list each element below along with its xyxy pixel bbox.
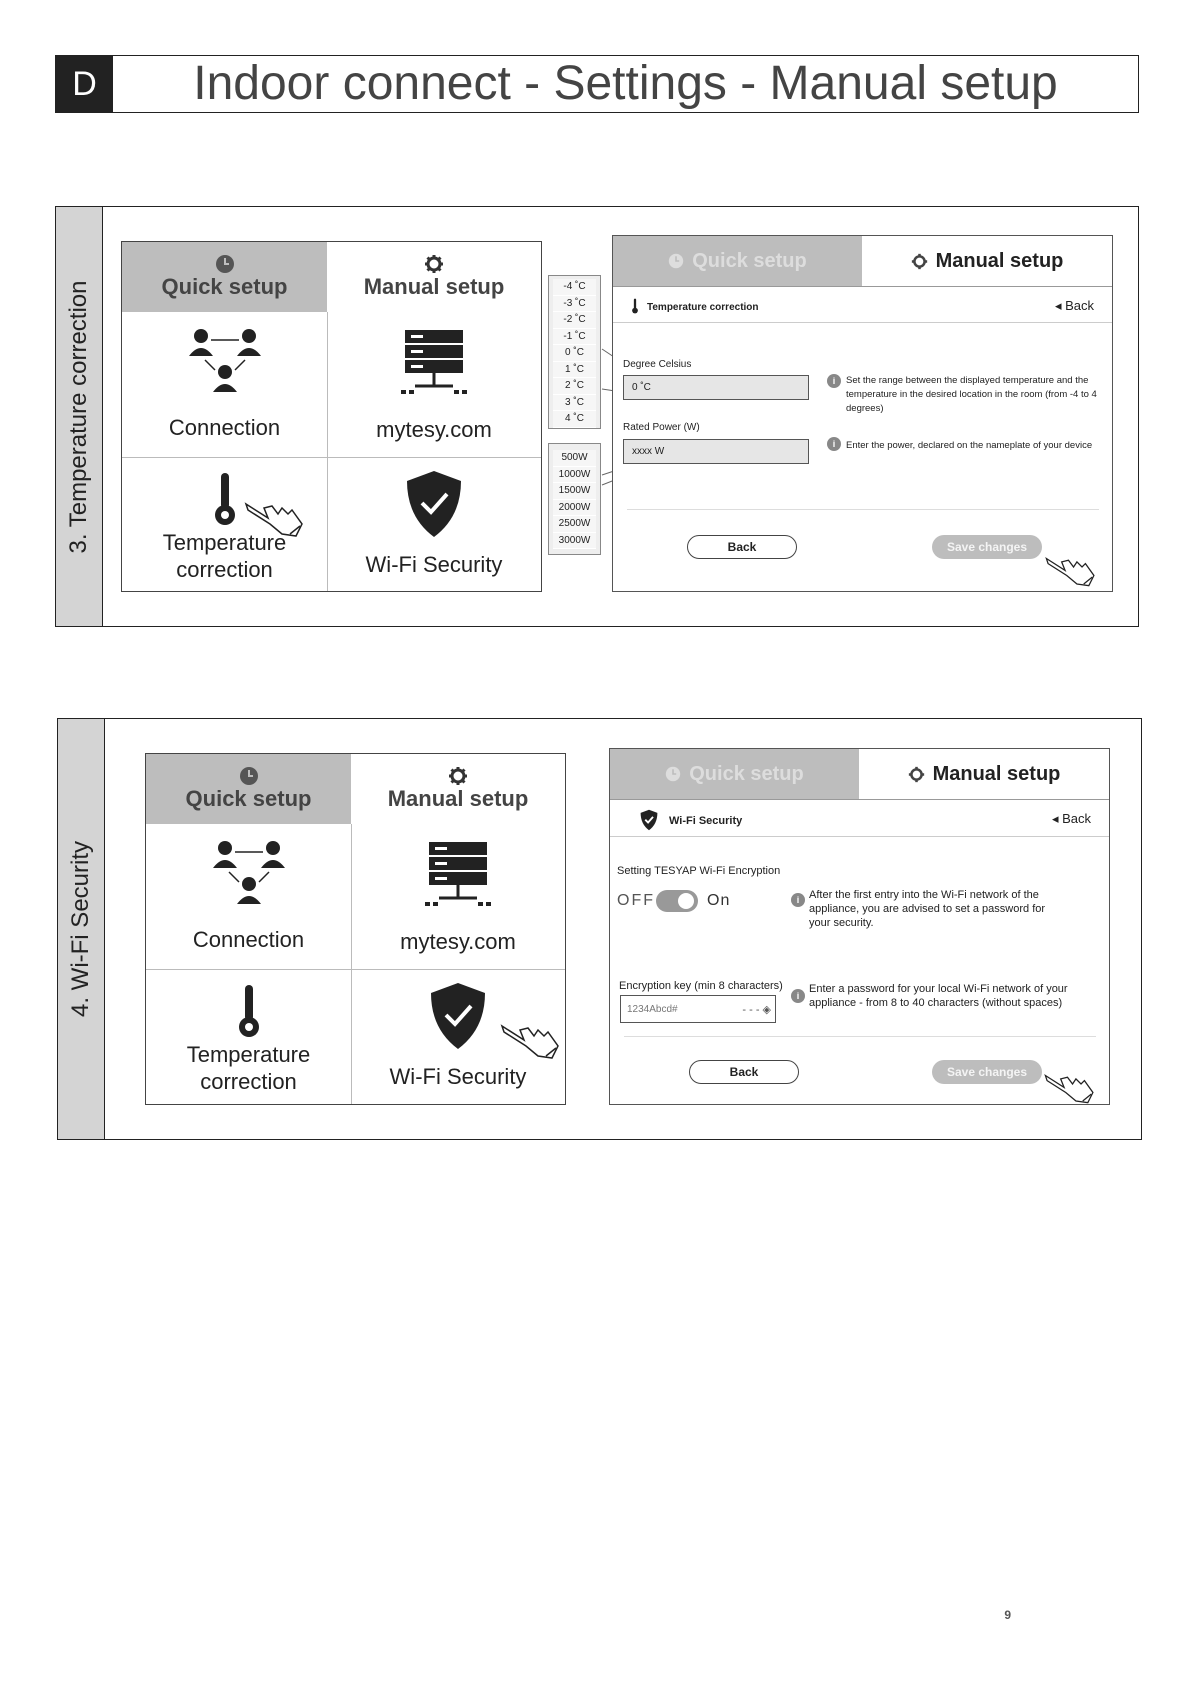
- menu-item-mytesy[interactable]: [327, 312, 541, 457]
- temp-option[interactable]: -2 ˚C: [553, 312, 596, 329]
- temp-option[interactable]: -1 ˚C: [553, 329, 596, 346]
- key-info-text: Enter a password for your local Wi-Fi network of your appliance - from 8 to 40 characters (without spaces): [809, 983, 1068, 1009]
- info-icon: i: [791, 893, 805, 907]
- clock-icon: [665, 766, 681, 782]
- menu-item-mytesy[interactable]: [351, 824, 565, 969]
- clock-icon: [239, 766, 259, 786]
- hand-pointer-icon: [1042, 1063, 1098, 1105]
- power-option[interactable]: 2000W: [553, 500, 596, 517]
- save-changes-button[interactable]: Save changes: [932, 1060, 1042, 1084]
- panel-section-title: Temperature correction: [647, 302, 759, 313]
- tab-manual-setup-label: Manual setup: [363, 274, 505, 299]
- back-link[interactable]: ◂ Back: [1052, 811, 1092, 826]
- divider: [610, 836, 1109, 837]
- wifi-settings-panel: [609, 748, 1110, 1105]
- settings-menu: [121, 241, 542, 592]
- encryption-key-input[interactable]: [620, 995, 776, 1023]
- power-input[interactable]: xxxx W: [623, 439, 809, 464]
- panel-tab-manual-setup[interactable]: [862, 236, 1112, 286]
- encryption-info-text: After the first entry into the Wi-Fi network of the appliance, you are advised to set a password for your security.: [809, 889, 1046, 929]
- temp-option[interactable]: 1 ˚C: [553, 362, 596, 379]
- temp-option[interactable]: 4 ˚C: [553, 411, 596, 428]
- temperature-settings-panel: [612, 235, 1113, 592]
- panel-tab-manual-setup[interactable]: [859, 749, 1109, 799]
- hand-pointer-icon: [498, 1012, 564, 1060]
- thermometer-icon: [214, 471, 236, 527]
- menu-item-temperature-correction[interactable]: [146, 969, 351, 1104]
- temperature-options-list: [548, 275, 601, 429]
- back-link-label: Back: [1062, 811, 1092, 826]
- menu-item-temperature-line2: correction: [200, 1069, 297, 1094]
- gear-icon: [424, 254, 444, 274]
- divider: [613, 322, 1112, 323]
- section-letter: D: [56, 56, 113, 112]
- encryption-key-value: 1234Abcd#: [627, 1003, 678, 1015]
- back-button[interactable]: Back: [689, 1060, 799, 1084]
- temp-option[interactable]: 2 ˚C: [553, 378, 596, 395]
- menu-item-temperature-line1: Temperature: [162, 530, 287, 555]
- power-options-list: [548, 443, 601, 555]
- server-icon: [399, 328, 469, 394]
- panel-tab-quick-setup[interactable]: [613, 236, 862, 286]
- section-side-text: 3. Temperature correction: [65, 279, 92, 554]
- menu-item-wifi-label: Wi-Fi Security: [365, 552, 503, 577]
- gear-icon: [448, 766, 468, 786]
- shield-check-icon: [405, 469, 463, 539]
- page-title: Indoor connect - Settings - Manual setup: [193, 57, 1058, 110]
- panel-tab-manual-label: Manual setup: [935, 249, 1064, 272]
- temp-option[interactable]: -3 ˚C: [553, 296, 596, 313]
- panel-tab-quick-label: Quick setup: [689, 762, 804, 785]
- panel-tab-manual-label: Manual setup: [932, 762, 1061, 785]
- divider: [610, 799, 1109, 800]
- menu-item-mytesy-label: mytesy.com: [376, 417, 492, 442]
- power-option[interactable]: 500W: [553, 450, 596, 467]
- shield-check-icon: [429, 981, 487, 1051]
- divider: [627, 509, 1099, 510]
- encryption-label: Setting TESYAP Wi-Fi Encryption: [617, 865, 781, 877]
- settings-menu: [145, 753, 566, 1105]
- clock-icon: [668, 253, 684, 269]
- power-info-text: Enter the power, declared on the nameplate of your device: [846, 440, 1093, 451]
- key-label: Encryption key (min 8 characters): [619, 980, 783, 992]
- temp-option[interactable]: 0 ˚C: [553, 345, 596, 362]
- back-link-label: Back: [1065, 298, 1095, 313]
- temp-option[interactable]: 3 ˚C: [553, 395, 596, 412]
- power-option[interactable]: 3000W: [553, 533, 596, 550]
- power-option[interactable]: 1500W: [553, 483, 596, 500]
- thermometer-icon: [238, 983, 260, 1039]
- degree-input[interactable]: 0 ˚C: [623, 375, 809, 400]
- hand-pointer-icon: [1043, 544, 1099, 590]
- section-side-label: [56, 207, 103, 626]
- power-option[interactable]: 1000W: [553, 467, 596, 484]
- menu-item-connection-label: Connection: [168, 415, 281, 440]
- off-label: OFF: [617, 892, 655, 909]
- menu-item-temperature-line2: correction: [176, 557, 273, 582]
- save-changes-button[interactable]: Save changes: [932, 535, 1042, 559]
- menu-item-connection[interactable]: [146, 824, 351, 969]
- info-icon: i: [791, 989, 805, 1003]
- menu-item-temperature-line1: Temperature: [186, 1042, 311, 1067]
- menu-item-connection[interactable]: [122, 312, 327, 457]
- eye-icon[interactable]: - - - ◈: [742, 1003, 771, 1016]
- degree-info-text: Set the range between the displayed temperature and the temperature in the desired location in the room (from -4 to 4 degrees): [846, 375, 1097, 414]
- temperature-correction-section: [55, 206, 1139, 627]
- divider: [624, 1036, 1096, 1037]
- clock-icon: [215, 254, 235, 274]
- tab-quick-setup[interactable]: [146, 754, 351, 824]
- server-icon: [423, 840, 493, 906]
- panel-tab-quick-setup[interactable]: [610, 749, 859, 799]
- page-header: [55, 55, 1139, 113]
- tab-manual-setup-label: Manual setup: [387, 786, 529, 811]
- tab-quick-setup-label: Quick setup: [185, 786, 312, 811]
- menu-item-mytesy-label: mytesy.com: [400, 929, 516, 954]
- menu-item-wifi-label: Wi-Fi Security: [389, 1064, 527, 1089]
- hand-pointer-icon: [242, 490, 308, 538]
- back-button[interactable]: Back: [687, 535, 797, 559]
- info-icon: i: [827, 374, 841, 388]
- temp-option[interactable]: -4 ˚C: [553, 279, 596, 296]
- back-link[interactable]: ◂ Back: [1055, 298, 1095, 313]
- shield-check-icon: [640, 809, 658, 831]
- tab-quick-setup[interactable]: [122, 242, 327, 312]
- gear-icon: [911, 253, 928, 270]
- section-side-label: [58, 719, 105, 1139]
- power-label: Rated Power (W): [623, 422, 700, 433]
- panel-section-title: Wi-Fi Security: [669, 815, 743, 827]
- gear-icon: [908, 766, 925, 783]
- power-option[interactable]: 2500W: [553, 516, 596, 533]
- menu-item-wifi-security[interactable]: [327, 457, 541, 591]
- thermometer-icon: [631, 298, 639, 314]
- panel-tab-quick-label: Quick setup: [692, 249, 807, 272]
- wifi-security-section: [57, 718, 1142, 1140]
- page-number: 9: [1004, 1608, 1011, 1622]
- info-icon: i: [827, 437, 841, 451]
- toggle-knob: [678, 893, 694, 909]
- tab-manual-setup[interactable]: [327, 242, 541, 312]
- on-label: On: [707, 892, 731, 909]
- encryption-toggle[interactable]: [656, 890, 698, 912]
- section-side-text: 4. Wi-Fi Security: [67, 840, 94, 1018]
- degree-label: Degree Celsius: [623, 359, 692, 370]
- divider: [613, 286, 1112, 287]
- tab-manual-setup[interactable]: [351, 754, 565, 824]
- tab-quick-setup-label: Quick setup: [161, 274, 288, 299]
- menu-item-connection-label: Connection: [192, 927, 305, 952]
- network-users-icon: [211, 840, 287, 910]
- network-users-icon: [187, 328, 263, 398]
